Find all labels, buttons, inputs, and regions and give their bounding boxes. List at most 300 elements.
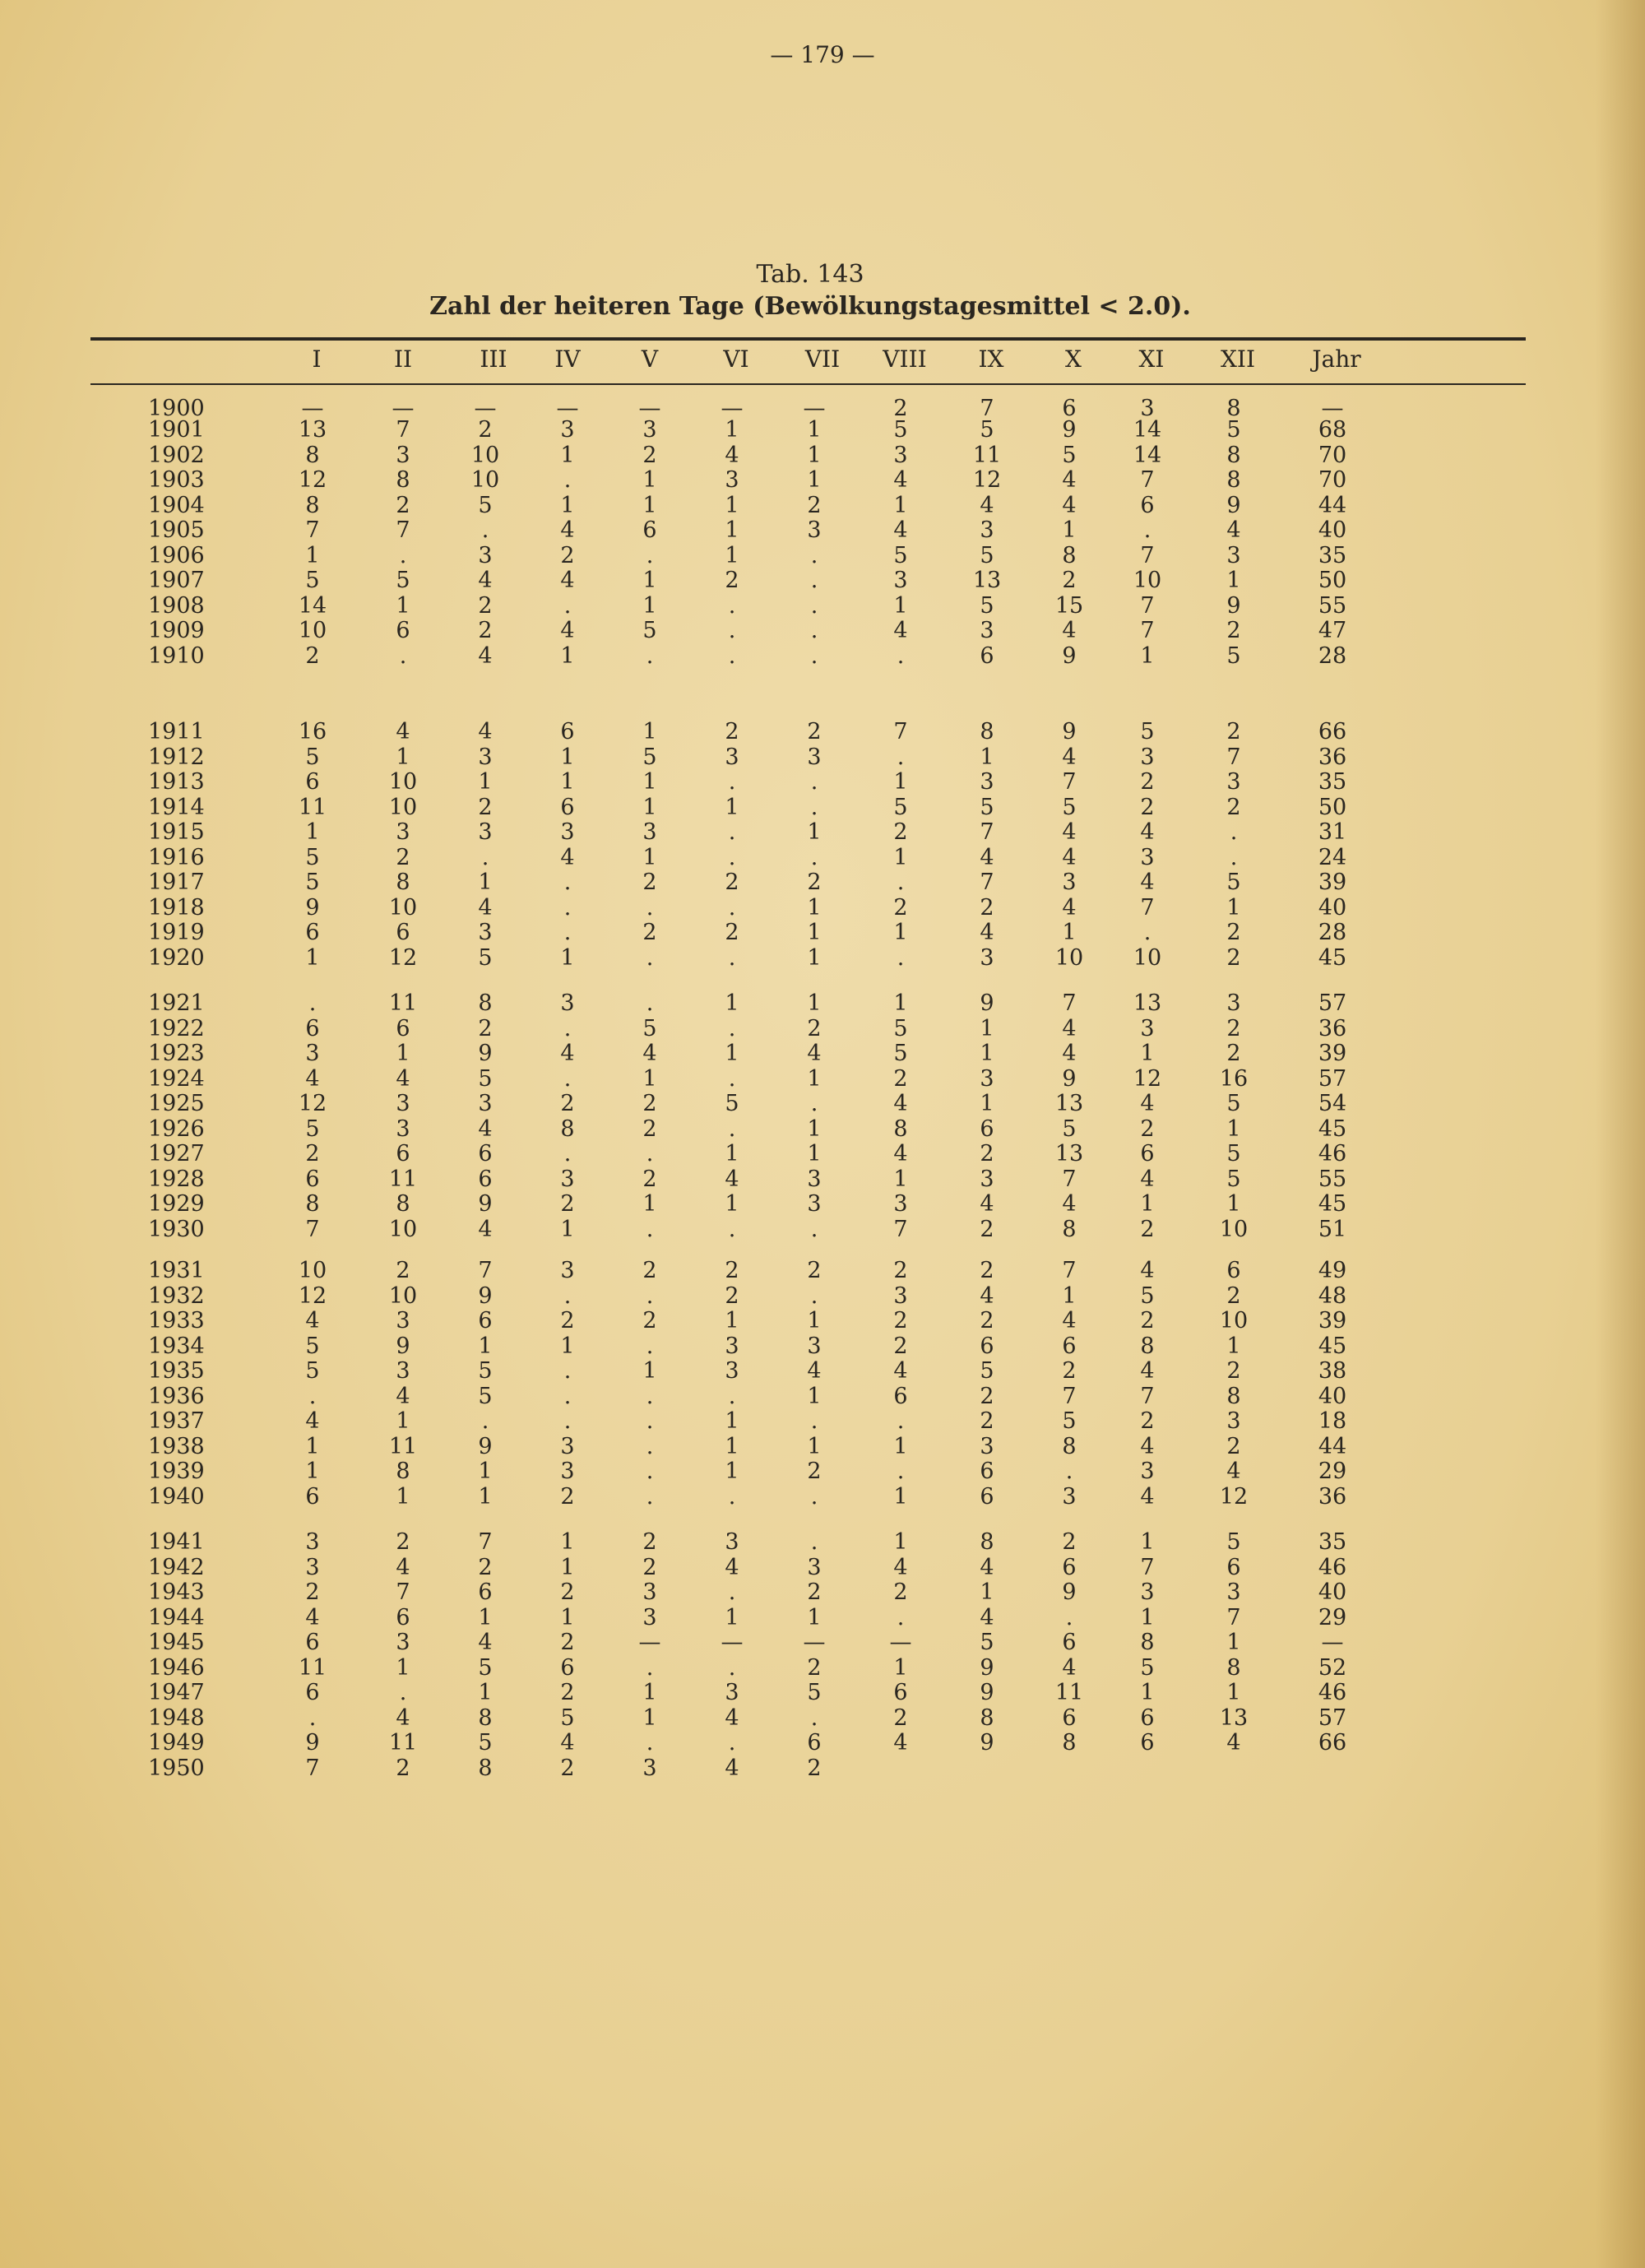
- value-cell: 6: [478, 1579, 493, 1605]
- value-cell: 2: [478, 794, 493, 820]
- value-cell: 4: [1062, 1654, 1077, 1681]
- year-cell: 1911: [148, 719, 205, 744]
- value-cell: —: [803, 1630, 826, 1655]
- value-cell: 4: [1062, 894, 1077, 921]
- value-cell: 3: [305, 1554, 320, 1580]
- value-cell: 1: [560, 744, 575, 770]
- year-cell: 1931: [148, 1258, 205, 1283]
- value-cell: 3: [1226, 1408, 1241, 1434]
- table-caption: Zahl der heiteren Tage (Bewölkungstagesmittel < 2.0).: [429, 292, 1191, 321]
- value-cell: 3: [980, 517, 994, 543]
- value-cell: 50: [1318, 568, 1347, 593]
- value-cell: 9: [1062, 1579, 1077, 1605]
- value-cell: 8: [893, 1115, 908, 1142]
- value-cell: 4: [478, 894, 493, 921]
- value-cell: .: [728, 642, 736, 669]
- value-cell: 2: [725, 568, 739, 593]
- value-cell: 11: [388, 1166, 418, 1192]
- table-row: [0, 1217, 1645, 1242]
- value-cell: .: [1065, 1604, 1073, 1630]
- value-cell: 4: [1140, 1091, 1155, 1116]
- value-cell: 4: [1140, 1433, 1155, 1459]
- value-cell: 5: [980, 592, 994, 619]
- value-cell: 5: [980, 1358, 994, 1384]
- value-cell: 2: [807, 1755, 822, 1781]
- value-cell: 1: [305, 1433, 320, 1459]
- value-cell: 1: [560, 1604, 575, 1630]
- value-cell: 3: [560, 819, 575, 845]
- value-cell: .: [646, 894, 654, 921]
- table-row: [0, 468, 1645, 493]
- value-cell: 45: [1318, 1333, 1347, 1359]
- value-cell: .: [646, 990, 654, 1016]
- value-cell: 44: [1318, 492, 1347, 518]
- value-cell: 1: [560, 769, 575, 795]
- value-cell: 10: [388, 1282, 418, 1309]
- value-cell: 3: [725, 1358, 739, 1384]
- value-cell: 1: [893, 1433, 908, 1459]
- value-cell: 5: [642, 618, 657, 643]
- value-cell: 1: [893, 592, 908, 619]
- value-cell: 4: [1140, 1258, 1155, 1283]
- value-cell: 6: [980, 642, 994, 669]
- value-cell: 10: [1219, 1216, 1249, 1242]
- value-cell: 1: [560, 1554, 575, 1580]
- value-cell: .: [399, 1680, 407, 1705]
- value-cell: 4: [305, 1604, 320, 1630]
- year-cell: 1903: [148, 467, 205, 493]
- year-cell: 1907: [148, 568, 205, 593]
- value-cell: 2: [1226, 1358, 1241, 1384]
- value-cell: 9: [980, 1654, 994, 1681]
- value-cell: 1: [1140, 1529, 1155, 1555]
- value-cell: 8: [1062, 542, 1077, 568]
- value-cell: 1: [642, 592, 657, 619]
- value-cell: 1: [893, 769, 908, 795]
- value-cell: 1: [725, 990, 739, 1016]
- value-cell: .: [563, 1408, 572, 1434]
- value-cell: 5: [478, 944, 493, 971]
- value-cell: 1: [807, 1604, 822, 1630]
- value-cell: 7: [1140, 894, 1155, 921]
- table-row: [0, 946, 1645, 971]
- value-cell: .: [563, 1141, 572, 1166]
- value-cell: 1: [1062, 517, 1077, 543]
- value-cell: 10: [298, 618, 327, 643]
- value-cell: —: [556, 396, 579, 421]
- table-row: [0, 1359, 1645, 1384]
- value-cell: 1: [807, 1065, 822, 1092]
- value-cell: .: [399, 542, 407, 568]
- value-cell: 7: [1062, 990, 1077, 1016]
- value-cell: —: [889, 1630, 912, 1655]
- year-cell: 1942: [148, 1554, 205, 1580]
- value-cell: .: [646, 542, 654, 568]
- value-cell: .: [563, 1282, 572, 1309]
- year-cell: 1946: [148, 1654, 205, 1681]
- value-cell: 2: [1140, 1216, 1155, 1242]
- value-cell: 68: [1318, 417, 1347, 443]
- value-cell: 9: [396, 1333, 410, 1359]
- value-cell: 2: [1226, 794, 1241, 820]
- value-cell: 1: [560, 492, 575, 518]
- column-header: VI: [723, 346, 749, 373]
- value-cell: .: [728, 1654, 736, 1681]
- value-cell: 2: [725, 870, 739, 895]
- value-cell: 3: [725, 1529, 739, 1555]
- value-cell: 4: [305, 1408, 320, 1434]
- value-cell: 12: [972, 467, 1002, 493]
- year-cell: 1937: [148, 1408, 205, 1434]
- year-cell: 1910: [148, 642, 205, 669]
- value-cell: 5: [478, 1654, 493, 1681]
- table-top-rule: [90, 337, 1526, 341]
- value-cell: 6: [1140, 492, 1155, 518]
- value-cell: 24: [1318, 844, 1347, 870]
- value-cell: 2: [807, 1459, 822, 1484]
- value-cell: 6: [807, 1730, 822, 1755]
- value-cell: 36: [1318, 1015, 1347, 1041]
- value-cell: .: [728, 1483, 736, 1510]
- value-cell: 6: [478, 1166, 493, 1192]
- value-cell: .: [728, 592, 736, 619]
- value-cell: 4: [1062, 492, 1077, 518]
- table-row: [0, 870, 1645, 895]
- value-cell: 6: [560, 1654, 575, 1681]
- value-cell: 3: [893, 1191, 908, 1217]
- value-cell: 5: [305, 1333, 320, 1359]
- year-cell: 1950: [148, 1755, 205, 1781]
- value-cell: 2: [396, 844, 410, 870]
- value-cell: 2: [1062, 568, 1077, 593]
- value-cell: 10: [1054, 944, 1084, 971]
- value-cell: 4: [396, 1065, 410, 1092]
- value-cell: 1: [560, 1216, 575, 1242]
- value-cell: 2: [807, 492, 822, 518]
- value-cell: 1: [725, 1141, 739, 1166]
- value-cell: 5: [642, 744, 657, 770]
- value-cell: 9: [1226, 592, 1241, 619]
- table-row: [0, 644, 1645, 669]
- value-cell: 1: [642, 1065, 657, 1092]
- value-cell: 5: [1226, 1166, 1241, 1192]
- value-cell: 2: [478, 417, 493, 443]
- value-cell: 12: [298, 1282, 327, 1309]
- column-header: IV: [554, 346, 581, 373]
- value-cell: —: [803, 396, 826, 421]
- value-cell: 2: [807, 1654, 822, 1681]
- value-cell: 8: [1226, 1654, 1241, 1681]
- value-cell: 36: [1318, 744, 1347, 770]
- value-cell: 1: [642, 1704, 657, 1731]
- value-cell: 55: [1318, 592, 1347, 619]
- value-cell: 4: [560, 1041, 575, 1066]
- value-cell: 29: [1318, 1604, 1347, 1630]
- value-cell: 5: [1226, 1529, 1241, 1555]
- value-cell: 1: [642, 1191, 657, 1217]
- value-cell: 1: [478, 1680, 493, 1705]
- value-cell: 6: [305, 920, 320, 945]
- value-cell: 5: [1062, 1408, 1077, 1434]
- value-cell: 2: [807, 1258, 822, 1283]
- value-cell: 5: [1226, 1091, 1241, 1116]
- value-cell: 1: [1140, 1191, 1155, 1217]
- value-cell: 4: [980, 492, 994, 518]
- value-cell: 3: [1226, 542, 1241, 568]
- value-cell: .: [646, 1333, 654, 1359]
- value-cell: 1: [1140, 1680, 1155, 1705]
- value-cell: 3: [1140, 844, 1155, 870]
- value-cell: 5: [305, 1358, 320, 1384]
- value-cell: .: [646, 1216, 654, 1242]
- value-cell: 2: [893, 1704, 908, 1731]
- value-cell: .: [563, 894, 572, 921]
- value-cell: 1: [642, 568, 657, 593]
- value-cell: 2: [980, 1308, 994, 1333]
- value-cell: 5: [478, 492, 493, 518]
- value-cell: 2: [893, 819, 908, 845]
- value-cell: 2: [642, 1166, 657, 1192]
- value-cell: 7: [1140, 542, 1155, 568]
- value-cell: .: [481, 517, 489, 543]
- value-cell: 3: [560, 990, 575, 1016]
- value-cell: 1: [560, 1333, 575, 1359]
- year-cell: 1922: [148, 1015, 205, 1041]
- value-cell: .: [646, 1654, 654, 1681]
- value-cell: 40: [1318, 1383, 1347, 1409]
- value-cell: 6: [396, 1604, 410, 1630]
- value-cell: 2: [980, 1141, 994, 1166]
- value-cell: 6: [560, 719, 575, 744]
- value-cell: 8: [1062, 1433, 1077, 1459]
- value-cell: .: [563, 920, 572, 945]
- value-cell: 6: [980, 1333, 994, 1359]
- value-cell: .: [728, 618, 736, 643]
- value-cell: .: [810, 568, 818, 593]
- table-row: [0, 1092, 1645, 1116]
- value-cell: 55: [1318, 1166, 1347, 1192]
- value-cell: .: [728, 1115, 736, 1142]
- table-row: [0, 1630, 1645, 1655]
- year-cell: 1947: [148, 1680, 205, 1705]
- year-cell: 1943: [148, 1579, 205, 1605]
- value-cell: 2: [1140, 1408, 1155, 1434]
- value-cell: 2: [560, 1483, 575, 1510]
- year-cell: 1927: [148, 1141, 205, 1166]
- table-row: [0, 991, 1645, 1016]
- value-cell: 1: [893, 1654, 908, 1681]
- value-cell: 11: [972, 442, 1002, 468]
- value-cell: 4: [893, 1554, 908, 1580]
- table-row: [0, 1756, 1645, 1781]
- value-cell: 6: [1140, 1730, 1155, 1755]
- value-cell: .: [810, 794, 818, 820]
- value-cell: 2: [396, 492, 410, 518]
- year-cell: 1940: [148, 1483, 205, 1510]
- value-cell: .: [897, 1408, 905, 1434]
- value-cell: .: [810, 844, 818, 870]
- value-cell: 4: [893, 467, 908, 493]
- value-cell: 2: [560, 1630, 575, 1655]
- value-cell: 2: [396, 1755, 410, 1781]
- value-cell: .: [897, 642, 905, 669]
- value-cell: 1: [725, 517, 739, 543]
- value-cell: 1: [725, 417, 739, 443]
- value-cell: 7: [893, 1216, 908, 1242]
- value-cell: 4: [1062, 744, 1077, 770]
- value-cell: 1: [725, 492, 739, 518]
- year-cell: 1913: [148, 769, 205, 795]
- column-header: IX: [978, 346, 1004, 373]
- value-cell: 2: [807, 1015, 822, 1041]
- value-cell: —: [721, 1630, 744, 1655]
- value-cell: 6: [305, 1630, 320, 1655]
- value-cell: 4: [980, 1604, 994, 1630]
- value-cell: 2: [807, 719, 822, 744]
- value-cell: .: [563, 1065, 572, 1092]
- value-cell: 3: [560, 1433, 575, 1459]
- value-cell: 2: [893, 396, 908, 421]
- value-cell: .: [481, 844, 489, 870]
- year-cell: 1905: [148, 517, 205, 543]
- column-header: II: [393, 346, 413, 373]
- value-cell: 2: [642, 1308, 657, 1333]
- value-cell: 4: [1226, 1730, 1241, 1755]
- value-cell: .: [646, 642, 654, 669]
- table-row: [0, 1167, 1645, 1192]
- value-cell: 44: [1318, 1433, 1347, 1459]
- value-cell: 40: [1318, 517, 1347, 543]
- value-cell: 4: [1140, 819, 1155, 845]
- value-cell: 3: [980, 1166, 994, 1192]
- value-cell: 4: [478, 719, 493, 744]
- value-cell: 1: [807, 944, 822, 971]
- value-cell: 40: [1318, 1579, 1347, 1605]
- value-cell: 1: [725, 1191, 739, 1217]
- value-cell: .: [728, 1216, 736, 1242]
- table-row: [0, 1384, 1645, 1409]
- table-row: [0, 1606, 1645, 1630]
- value-cell: 10: [1133, 568, 1162, 593]
- value-cell: —: [392, 396, 415, 421]
- value-cell: 1: [980, 1091, 994, 1116]
- year-cell: 1928: [148, 1166, 205, 1192]
- value-cell: 5: [305, 870, 320, 895]
- value-cell: 1: [980, 1041, 994, 1066]
- value-cell: 5: [478, 1383, 493, 1409]
- value-cell: 3: [1226, 990, 1241, 1016]
- value-cell: 3: [980, 1065, 994, 1092]
- value-cell: 1: [1140, 642, 1155, 669]
- year-cell: 1948: [148, 1704, 205, 1731]
- value-cell: 46: [1318, 1141, 1347, 1166]
- value-cell: 5: [980, 1630, 994, 1655]
- value-cell: 2: [642, 1258, 657, 1283]
- value-cell: 3: [478, 920, 493, 945]
- value-cell: 3: [725, 744, 739, 770]
- value-cell: 4: [478, 1115, 493, 1142]
- value-cell: 1: [980, 1015, 994, 1041]
- value-cell: 11: [298, 794, 327, 820]
- value-cell: 8: [1226, 1383, 1241, 1409]
- value-cell: 5: [478, 1730, 493, 1755]
- value-cell: .: [728, 1383, 736, 1409]
- value-cell: 11: [388, 990, 418, 1016]
- value-cell: 4: [1140, 1483, 1155, 1510]
- table-row: [0, 1556, 1645, 1580]
- value-cell: 36: [1318, 1483, 1347, 1510]
- year-cell: 1916: [148, 844, 205, 870]
- value-cell: 13: [1133, 990, 1162, 1016]
- value-cell: 1: [396, 592, 410, 619]
- value-cell: 9: [980, 1730, 994, 1755]
- year-cell: 1938: [148, 1433, 205, 1459]
- value-cell: .: [646, 1483, 654, 1510]
- value-cell: 1: [893, 844, 908, 870]
- value-cell: 9: [1062, 417, 1077, 443]
- value-cell: 2: [893, 1065, 908, 1092]
- value-cell: 2: [893, 1308, 908, 1333]
- value-cell: .: [399, 642, 407, 669]
- year-cell: 1920: [148, 944, 205, 971]
- value-cell: 5: [1140, 1282, 1155, 1309]
- value-cell: .: [646, 1141, 654, 1166]
- value-cell: .: [728, 894, 736, 921]
- value-cell: 2: [642, 1529, 657, 1555]
- value-cell: 1: [725, 542, 739, 568]
- value-cell: 2: [980, 1408, 994, 1434]
- value-cell: 2: [1226, 1282, 1241, 1309]
- value-cell: 6: [980, 1459, 994, 1484]
- value-cell: 5: [725, 1091, 739, 1116]
- value-cell: 1: [478, 1483, 493, 1510]
- value-cell: 7: [1062, 1258, 1077, 1283]
- value-cell: 3: [1062, 1483, 1077, 1510]
- value-cell: 8: [1226, 467, 1241, 493]
- value-cell: 9: [305, 1730, 320, 1755]
- value-cell: .: [897, 870, 905, 895]
- value-cell: .: [646, 1459, 654, 1484]
- value-cell: 1: [396, 1408, 410, 1434]
- year-cell: 1930: [148, 1216, 205, 1242]
- value-cell: 70: [1318, 442, 1347, 468]
- value-cell: 14: [298, 592, 327, 619]
- value-cell: 46: [1318, 1554, 1347, 1580]
- column-header: I: [312, 346, 322, 373]
- value-cell: .: [810, 592, 818, 619]
- value-cell: 7: [396, 417, 410, 443]
- table-row: [0, 494, 1645, 518]
- value-cell: 46: [1318, 1680, 1347, 1705]
- year-cell: 1915: [148, 819, 205, 845]
- value-cell: 2: [305, 642, 320, 669]
- value-cell: 4: [1140, 1358, 1155, 1384]
- value-cell: 4: [1140, 1166, 1155, 1192]
- value-cell: 4: [478, 642, 493, 669]
- value-cell: 40: [1318, 894, 1347, 921]
- value-cell: 1: [725, 1408, 739, 1434]
- value-cell: 28: [1318, 642, 1347, 669]
- value-cell: 39: [1318, 1041, 1347, 1066]
- table-row: [0, 594, 1645, 619]
- value-cell: 1: [1140, 1604, 1155, 1630]
- value-cell: 1: [305, 542, 320, 568]
- value-cell: 6: [1062, 396, 1077, 421]
- value-cell: 1: [642, 719, 657, 744]
- table-row: [0, 568, 1645, 593]
- table-row: [0, 1309, 1645, 1333]
- table-row: [0, 1067, 1645, 1092]
